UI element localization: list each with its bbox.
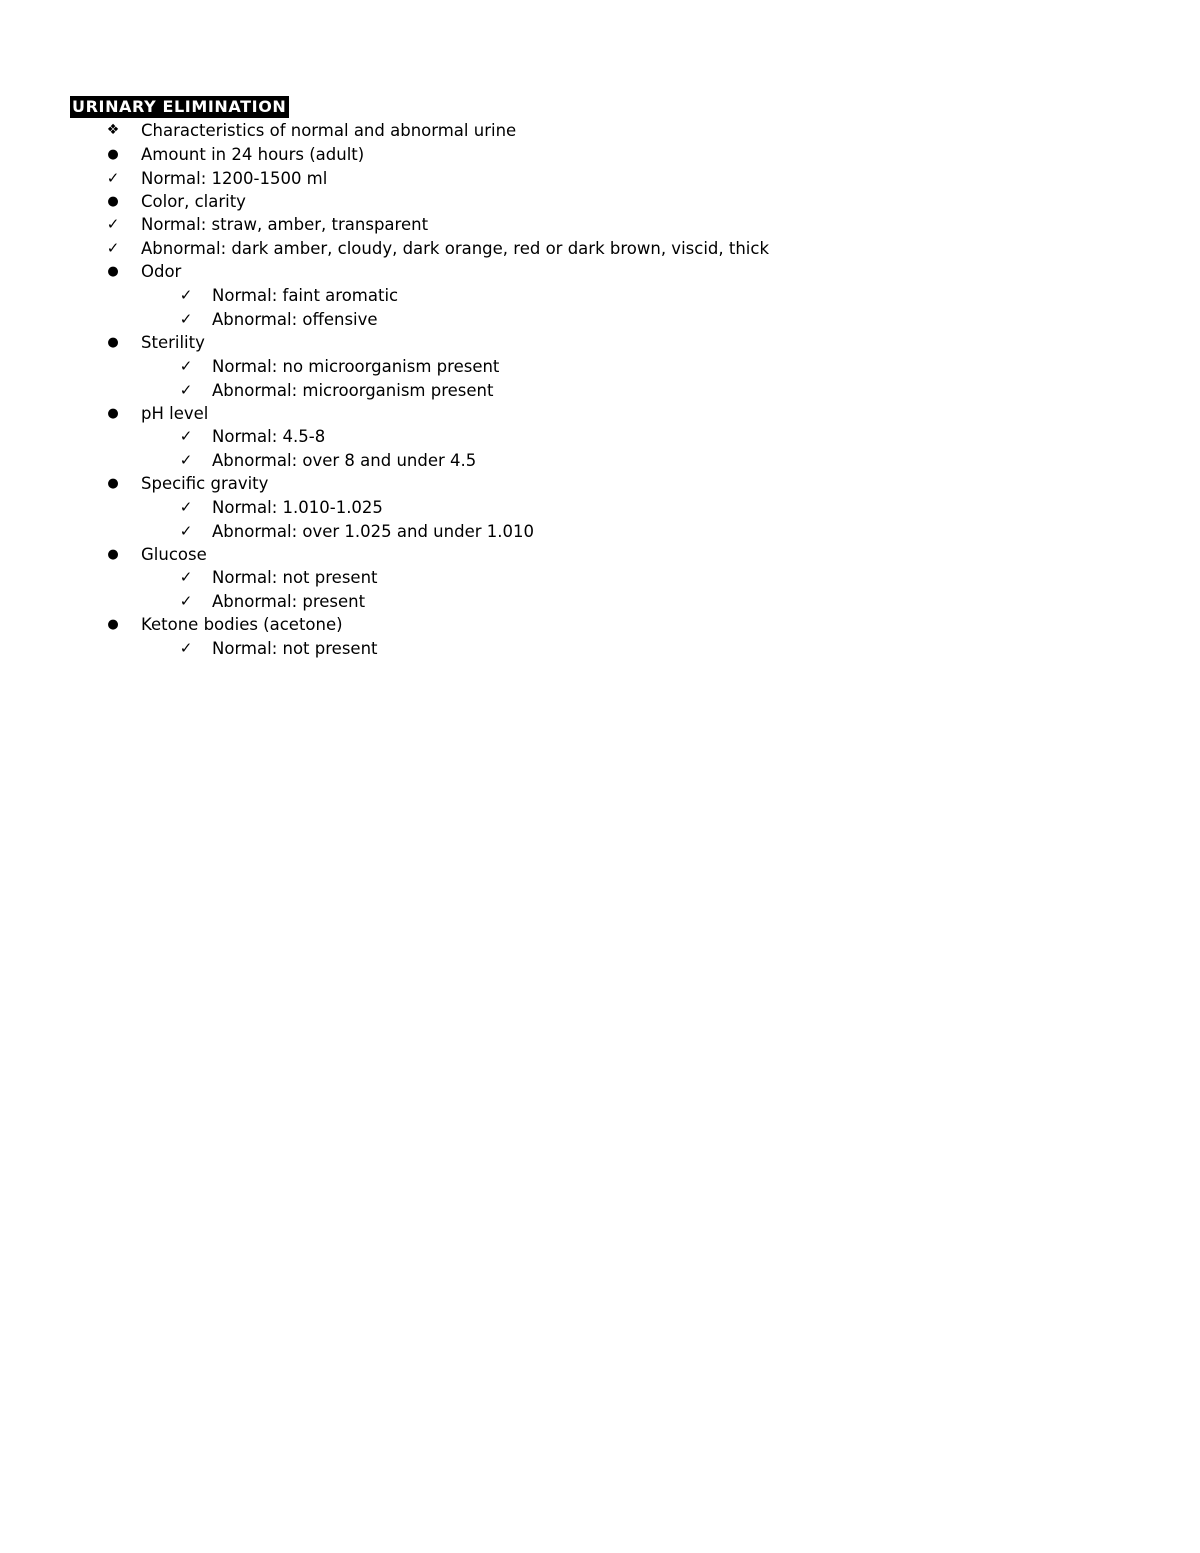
list-item-text: pH level — [141, 404, 209, 423]
checkmark-icon: ✓ — [179, 592, 193, 610]
checkmark-icon: ✓ — [106, 169, 120, 187]
checkmark-icon: ✓ — [179, 568, 193, 586]
diamond-bullet-icon: ❖ — [106, 122, 120, 138]
list-item-text: Color, clarity — [141, 192, 246, 211]
list-item-text: Characteristics of normal and abnormal urine — [141, 121, 517, 140]
bullet-icon: ● — [107, 547, 119, 562]
list-item-text: Abnormal: present — [212, 592, 366, 611]
checkmark-icon: ✓ — [179, 451, 193, 469]
list-item-text: Glucose — [141, 545, 207, 564]
checkmark-icon: ✓ — [179, 522, 193, 540]
list-item-text: Sterility — [141, 333, 205, 352]
bullet-icon: ● — [107, 147, 119, 162]
checkmark-icon: ✓ — [106, 239, 120, 257]
checkmark-icon: ✓ — [179, 381, 193, 399]
list-item-text: Abnormal: over 8 and under 4.5 — [212, 451, 477, 470]
list-item-text: Abnormal: dark amber, cloudy, dark orange, red or dark brown, viscid, thick — [141, 239, 770, 258]
list-item-text: Normal: not present — [212, 639, 378, 658]
bullet-icon: ● — [107, 264, 119, 279]
checkmark-icon: ✓ — [179, 498, 193, 516]
bullet-icon: ● — [107, 194, 119, 209]
list-item-text: Abnormal: over 1.025 and under 1.010 — [212, 522, 534, 541]
checkmark-icon: ✓ — [179, 286, 193, 304]
bullet-icon: ● — [107, 335, 119, 350]
bullet-icon: ● — [107, 406, 119, 421]
list-item-text: Ketone bodies (acetone) — [141, 615, 343, 634]
list-item-text: Specific gravity — [141, 474, 269, 493]
list-item-text: Amount in 24 hours (adult) — [141, 145, 365, 164]
list-item-text: Normal: faint aromatic — [212, 286, 399, 305]
list-item-text: Odor — [141, 262, 182, 281]
bullet-icon: ● — [107, 476, 119, 491]
checkmark-icon: ✓ — [179, 310, 193, 328]
list-item-text: Normal: 1.010-1.025 — [212, 498, 383, 517]
list-item-text: Normal: not present — [212, 568, 378, 587]
document-title: URINARY ELIMINATION — [70, 96, 289, 118]
checkmark-icon: ✓ — [179, 639, 193, 657]
checkmark-icon: ✓ — [179, 357, 193, 375]
checkmark-icon: ✓ — [179, 427, 193, 445]
checkmark-icon: ✓ — [106, 215, 120, 233]
list-item-text: Normal: 4.5-8 — [212, 427, 326, 446]
list-item-text: Normal: 1200-1500 ml — [141, 169, 328, 188]
list-item-text: Abnormal: microorganism present — [212, 381, 494, 400]
list-item-text: Normal: straw, amber, transparent — [141, 215, 429, 234]
list-item-text: Abnormal: offensive — [212, 310, 378, 329]
list-item-text: Normal: no microorganism present — [212, 357, 500, 376]
bullet-icon: ● — [107, 617, 119, 632]
